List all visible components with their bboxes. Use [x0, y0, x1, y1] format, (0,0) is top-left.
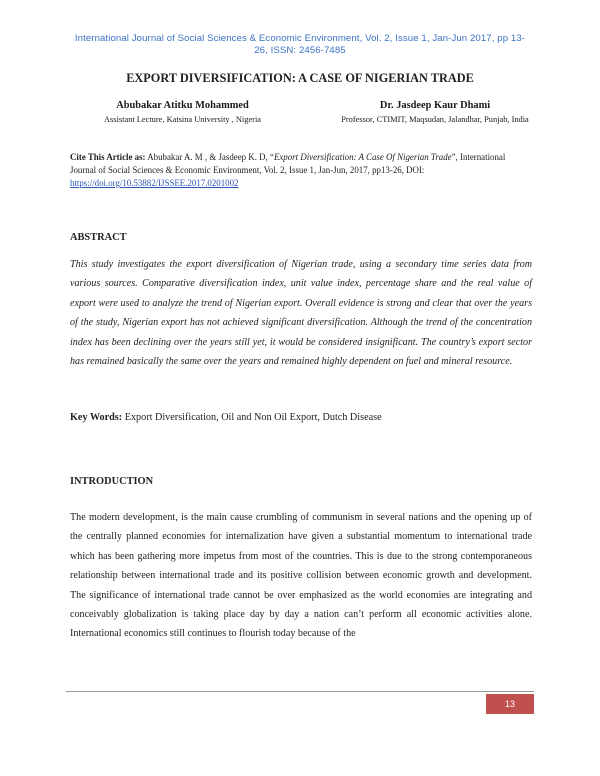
introduction-heading: INTRODUCTION	[70, 476, 154, 487]
journal-header: International Journal of Social Sciences & Economic Environment, Vol. 2, Issue 1, Jan-Jun 2017, pp 13-26, ISSN: 2456-7485	[74, 33, 526, 56]
author-affiliation: Professor, CTIMIT, Maqsudan, Jalandhar, Punjab, India	[341, 115, 529, 124]
citation-article-title: Export Diversification: A Case Of Nigerian Trade	[273, 152, 452, 162]
author-block-1	[80, 99, 285, 127]
footer-divider	[66, 691, 534, 692]
keywords-label: Key Words:	[70, 412, 123, 423]
introduction-text: The modern development, is the main cause crumbling of communism in several nations and the opening up of the centrally planned economies for internalization have given a substantial momentum to international trade which has been gathering more impetus from most of the countries. This is due to the strong contemporaneous relationship between international trade and its positive collision between economic growth and development. The significance of international trade cannot be over emphasized as the world economies are integrating and conceivably globalization is taking place day by day a nation can’t perform all economic activities alone. International economics still continues to flourish today because of the	[70, 512, 532, 640]
citation-authors: Abubakar A. M , & Jasdeep K. D, “	[145, 152, 274, 162]
keywords-line	[70, 412, 532, 423]
author-name: Dr. Jasdeep Kaur Dhami	[379, 100, 491, 111]
doi-link[interactable]: https://doi.org/10.53882/IJSSEE.2017.0201002	[70, 178, 239, 188]
paper-title: EXPORT DIVERSIFICATION: A CASE OF NIGERIAN TRADE	[126, 71, 474, 85]
author-affiliation: Assistant Lecture, Katsina University , Nigeria	[104, 115, 261, 124]
abstract-heading: ABSTRACT	[70, 232, 127, 243]
author-name: Abubakar Atitku Mohammed	[116, 100, 249, 111]
citation-source: ”, International Journal of Social Sciences & Economic Environment, Vol. 2, Issue 1, Jan-Jun, 2017, pp13-26, DOI:	[70, 152, 506, 175]
abstract-text: This study investigates the export diversification of Nigerian trade, using a secondary time series data from various sources. Comparative diversification index, unit value index, percentage share and the real value of export were used to analyze the trend of Nigerian export. Overall evidence is strong and clear that over the years of the study, Nigerian export has not achieved significant diversification. Although the trend of the concentration index has been declining over the years still yet, it would be considered insignificant. The country’s export sector has remained basically the same over the years and remained highly dependent on fuel and mineral resource.	[70, 259, 532, 368]
page-number: 13	[486, 694, 534, 714]
citation-block	[70, 151, 532, 190]
author-block-2	[300, 99, 570, 127]
citation-label: Cite This Article as:	[70, 152, 146, 162]
keywords-text: Export Diversification, Oil and Non Oil Export, Dutch Disease	[122, 412, 382, 423]
